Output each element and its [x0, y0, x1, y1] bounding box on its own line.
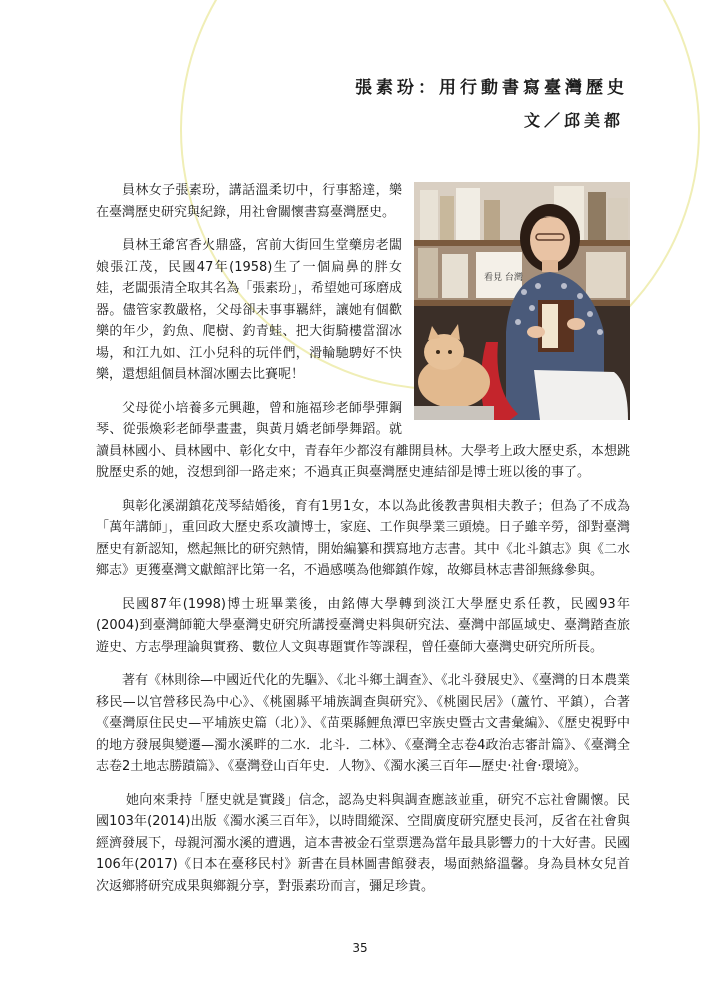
paragraph-5: 民國87年(1998)博士班畢業後，由銘傳大學轉到淡江大學歷史系任教，民國93年(2004)到臺灣師範大學臺灣史研究所講授臺灣史料與研究法、臺灣中部區域史、臺灣踏查旅遊史、方志學理論與實務、數位人文與專題實作等課程，曾任臺師大臺灣史研究所所長。 — [96, 596, 630, 655]
book-cover-text: 看見 台灣 — [484, 273, 523, 283]
paragraph-4: 與彰化溪湖鎮花茂琴結婚後，育有1男1女，本以為此後教書與相夫教子；但為了不成為「萬年講師」，重回政大歷史系攻讀博士，家庭、工作與學業三頭燒。日子雖辛勞，卻對臺灣歷史有新認知，燃起無比的研究熱情，開始編纂和撰寫地方志書。其中《北斗鎮志》與《二水鄉志》更獲臺灣文獻館評比第一名，不過感嘆為他鄉鎮作嫁，故鄉員林志書卻無緣參與。 — [96, 498, 630, 578]
page-number: 35 — [352, 941, 368, 955]
paragraph-1: 員林女子張素玢，講話溫柔切中，行事豁達，樂在臺灣歷史研究與紀錄，用社會關懷書寫臺灣歷史。 — [96, 183, 402, 220]
photo-illustration — [414, 182, 630, 420]
article-author: 文／邱美都 — [523, 111, 624, 130]
paragraph-6: 著有《林則徐—中國近代化的先驅》、《北斗鄉土調查》、《北斗發展史》、《臺灣的日本農業移民—以官營移民為中心》、《桃園縣平埔族調查與研究》、《桃園民居》（蘆竹、平鎮），合著《臺灣原住民史—平埔族史篇（北）》、《苗栗縣鯉魚潭巴宰族史暨古文書彙編》、《歷史視野中的地方發展與變遷—濁水溪畔的二水．北斗．二林》、《臺灣全志卷4政治志審計篇》、《臺灣全志卷2土地志勝蹟篇》、《臺灣登山百年史．人物》、《濁水溪三百年—歷史·社會·環境》。 — [96, 673, 630, 774]
paragraph-3: 父母從小培養多元興趣，曾和施福珍老師學彈鋼琴、從張煥彩老師學畫畫，與黃月嬌老師學舞蹈。就讀員林國小、員林國中、彰化女中，青春年少都沒有離開員林。大學考上政大歷史系，本想跳脫歷史系的她，沒想到卻一路走來；不過真正與臺灣歷史連結卻是博士班以後的事了。 — [96, 400, 630, 480]
author-photo — [414, 182, 630, 420]
paragraph-7: 她向來秉持「歷史就是實踐」信念，認為史料與調查應該並重，研究不忘社會關懷。民國103年(2014)出版《濁水溪三百年》，以時間縱深、空間廣度研究歷史長河，反省在社會與經濟發展下，母親河濁水溪的遭遇，這本書被金石堂票選為當年最具影響力的十大好書。民國106年(2017)《日本在臺移民村》新書在員林圖書館發表，場面熱絡溫馨。身為員林女兒首次返鄉將研究成果與鄉親分享，對張素玢而言，彌足珍貴。 — [96, 792, 630, 894]
article-title: 張素玢：用行動書寫臺灣歷史 — [355, 78, 628, 98]
article-body — [96, 180, 630, 909]
paragraph-2: 員林王爺宮香火鼎盛，宮前大街回生堂藥房老闆娘張江茂，民國47年(1958)生了一個扁鼻的胖女娃，老闆張清全取其名為「張素玢」，希望她可琢磨成器。儘管家教嚴格，父母卻未事事羈絆，讓她有個歡樂的年少，釣魚、爬樹、釣青蛙、把大街騎樓當溜冰場，和江九如、江小兒科的玩伴們，滑輪馳騁好不快樂，還想組個員林溜冰團去比賽呢！ — [96, 238, 402, 382]
